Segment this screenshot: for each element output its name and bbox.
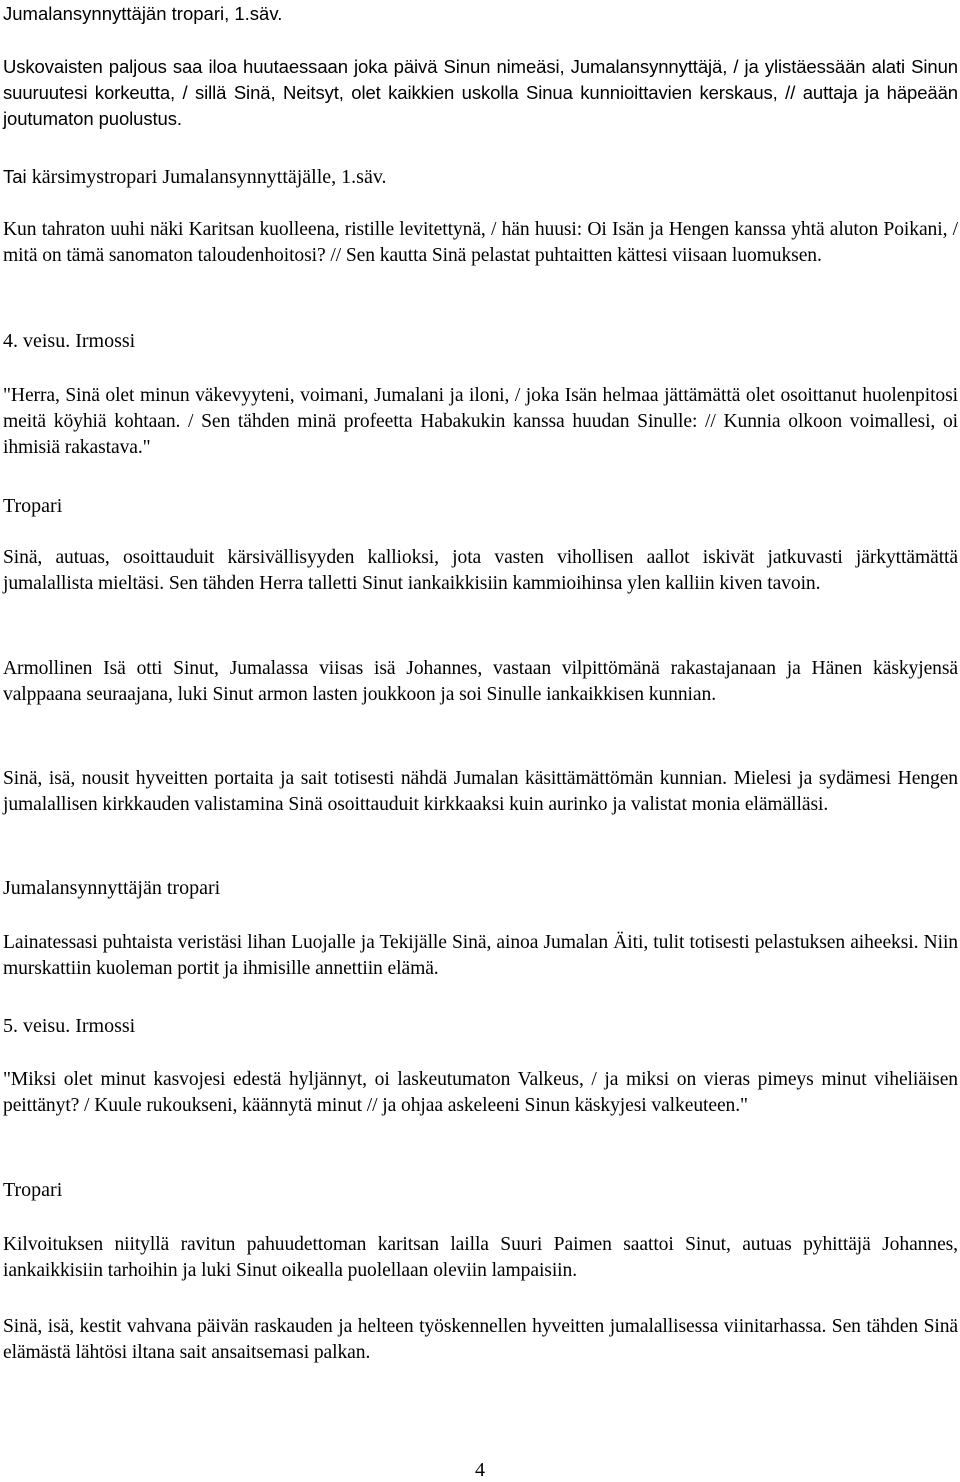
alternative-heading: [3, 164, 958, 190]
alternative-title: kärsimystropari Jumalansynnyttäjälle, 1.säv.: [31, 166, 387, 188]
tropari-1-verse-1: Sinä, autuas, osoittauduit kärsivällisyyden kallioksi, jota vasten vihollisen aallot iskivät jatkuvasti järkyttämättä jumalallista mieltäsi. Sen tähden Herra talletti Sinut iankaikkisiin kammioihinsa ylen kalliin kiven tavoin.: [3, 547, 958, 594]
alternative-prefix: Tai: [3, 166, 32, 187]
passion-troparion-text: Kun tahraton uuhi näki Karitsan kuolleena, ristille levitettynä, / hän huusi: Oi Isän ja Hengen kanssa yhtä aluton Poikani, / mitä on tämä sanomaton taloudenhoitosi? // Sen kautta Sinä pelastat puhtaitten kättesi viisaan luomuksen.: [3, 219, 958, 266]
ode-4-irmos-text: "Herra, Sinä olet minun väkevyyteni, voimani, Jumalani ja iloni, / joka Isän helmaa jättämättä olet osoittanut huolenpitosi meitä köyhiä kohtaan. / Sen tähden minä profeetta Habakukin kanssa huudan Sinulle: // Kunnia olkoon voimallesi, oi ihmisiä rakastava.": [3, 385, 958, 458]
page-number: 4: [475, 1459, 485, 1481]
tropari-1-verse-2: Armollinen Isä otti Sinut, Jumalassa viisas isä Johannes, vastaan vilpittömänä rakastajanaan ja Hänen käskyjensä valppaana seuraajana, luki Sinut armon lasten joukkoon ja soi Sinulle iankaikkisen kunnian.: [3, 658, 958, 705]
ode-5-irmos-text: "Miksi olet minut kasvojesi edestä hyljännyt, oi laskeutumaton Valkeus, / ja miksi on vieras pimeys minut viheliäisen peittänyt? / Kuule rukoukseni, käännytä minut // ja ohjaa askeleeni Sinun käskyjesi valkeuteen.": [3, 1069, 958, 1116]
heading-jumalansynnyttajan-tropari-2: Jumalansynnyttäjän tropari: [3, 877, 221, 899]
theotokion-text: Lainatessasi puhtaista veristäsi lihan Luojalle ja Tekijälle Sinä, ainoa Jumalan Äiti, tulit totisesti pelastuksen aiheeksi. Niin murskattiin kuoleman portit ja ihmisille annettiin elämä.: [3, 932, 958, 979]
heading-tropari-2: Tropari: [3, 1179, 63, 1201]
heading-tropari-1: Tropari: [3, 495, 63, 517]
tropari-2-verse-1: Kilvoituksen niityllä ravitun pahuudettoman karitsan lailla Suuri Paimen saattoi Sinut, autuas pyhittäjä Johannes, iankaikkisiin tarhoihin ja luki Sinut oikealla puolellaan oleviin lampaisiin.: [3, 1234, 958, 1281]
troparion-text: Uskovaisten paljous saa iloa huutaessaan joka päivä Sinun nimeäsi, Jumalansynnyttäjä, / ja ylistäessään alati Sinun suuruutesi korkeutta, / sillä Sinä, Neitsyt, olet kaikkien uskolla Sinua kunnioittavien kerskaus, // auttaja ja häpeään joutumaton puolustus.: [3, 56, 958, 129]
tropari-1-verse-3: Sinä, isä, nousit hyveitten portaita ja sait totisesti nähdä Jumalan käsittämättömän kunnian. Mielesi ja sydämesi Hengen jumalallisen kirkkauden valistamina Sinä osoittauduit kirkkaaksi kuin aurinko ja valistat monia elämälläsi.: [3, 768, 958, 815]
heading-ode-5-irmos: 5. veisu. Irmossi: [3, 1015, 136, 1037]
heading-ode-4-irmos: 4. veisu. Irmossi: [3, 330, 136, 352]
heading-jumalansynnyttajan-tropari-1: Jumalansynnyttäjän tropari, 1.säv.: [3, 3, 283, 24]
tropari-2-verse-2: Sinä, isä, kestit vahvana päivän raskauden ja helteen työskennellen hyveitten jumalallisessa viinitarhassa. Sen tähden Sinä elämästä lähtösi iltana sait ansaitsemasi palkan.: [3, 1316, 958, 1363]
